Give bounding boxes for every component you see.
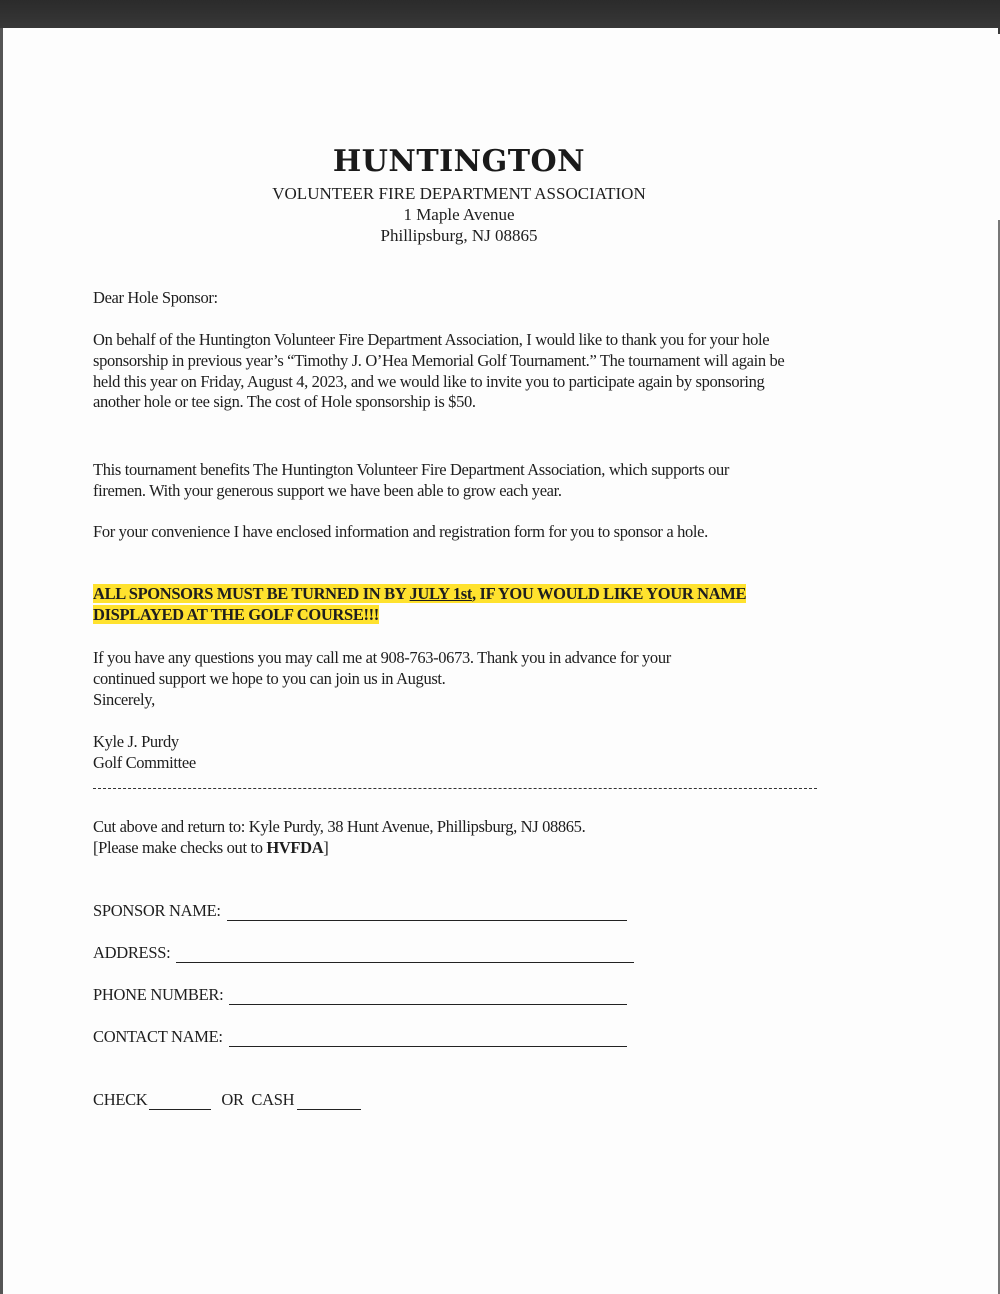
org-address-line1: 1 Maple Avenue [403,205,515,224]
questions-line2: continued support we hope to you can join us in August. [93,668,446,688]
sponsor-name-label: SPONSOR NAME: [93,901,221,920]
notice-text-end: , IF YOU WOULD LIKE YOUR NAME DISPLAYED AT THE GOLF COURSE!!! [93,584,747,624]
contact-name-label: CONTACT NAME: [93,1027,223,1046]
notice-text-start: ALL SPONSORS MUST BE TURNED IN BY [93,584,410,603]
phone-number-field [93,985,627,1005]
payee-note-suffix: ] [323,837,329,857]
org-name: HUNTINGTON [332,144,586,179]
org-address-line2: Phillipsburg, NJ 08865 [380,226,538,245]
payment-method-field [93,1090,361,1110]
closing: Sincerely, [93,689,155,709]
letter-page [3,28,998,1294]
check-blank[interactable] [149,1095,211,1110]
check-label: CHECK [93,1090,148,1109]
cut-line-divider [93,788,817,789]
payee-note-prefix: [Please make checks out to [93,837,267,857]
notice-deadline: JULY 1st [409,584,472,603]
contact-name-field [93,1027,627,1047]
questions-line1: If you have any questions you may call me at 908-763-0673. Thank you in advance for your [93,648,671,667]
payee-note [93,838,823,859]
paragraph-benefits: This tournament benefits The Huntington Volunteer Fire Department Association, which supports our firemen. With your generous support we have been able to grow each year. [93,460,730,500]
contact-name-blank[interactable] [229,1032,627,1047]
payee-name: HVFDA [266,837,324,857]
return-address: Cut above and return to: Kyle Purdy, 38 Hunt Avenue, Phillipsburg, NJ 08865. [93,817,586,836]
signer-title: Golf Committee [93,752,196,772]
paragraph-convenience: For your convenience I have enclosed information and registration form for you to sponsor a hole. [93,522,708,541]
phone-number-blank[interactable] [229,990,627,1005]
address-blank[interactable] [176,948,634,963]
signer-name: Kyle J. Purdy [93,732,179,751]
paragraph-thank-you: On behalf of the Huntington Volunteer Fire Department Association, I would like to thank you for your hole sponsorship in previous year’s “Timothy J. O’Hea Memorial Golf Tournament.” The tournament will again be held this year on Friday, August 4, 2023, and we would like to invite you to participate again by sponsoring another hole or tee sign. The cost of Hole sponsorship is $50. [93,330,785,412]
deadline-notice [93,584,773,626]
cash-blank[interactable] [297,1095,361,1110]
letterhead [3,144,915,246]
cash-label: OR CASH [221,1090,295,1109]
signature-block [93,732,823,774]
phone-number-label: PHONE NUMBER: [93,985,224,1004]
org-subtitle: VOLUNTEER FIRE DEPARTMENT ASSOCIATION [272,184,646,203]
address-field [93,943,634,963]
address-label: ADDRESS: [93,943,171,962]
salutation: Dear Hole Sponsor: [93,288,218,307]
paragraph-questions [93,648,823,710]
sponsor-name-field [93,901,627,921]
return-instructions [93,817,823,859]
sponsor-name-blank[interactable] [227,906,627,921]
